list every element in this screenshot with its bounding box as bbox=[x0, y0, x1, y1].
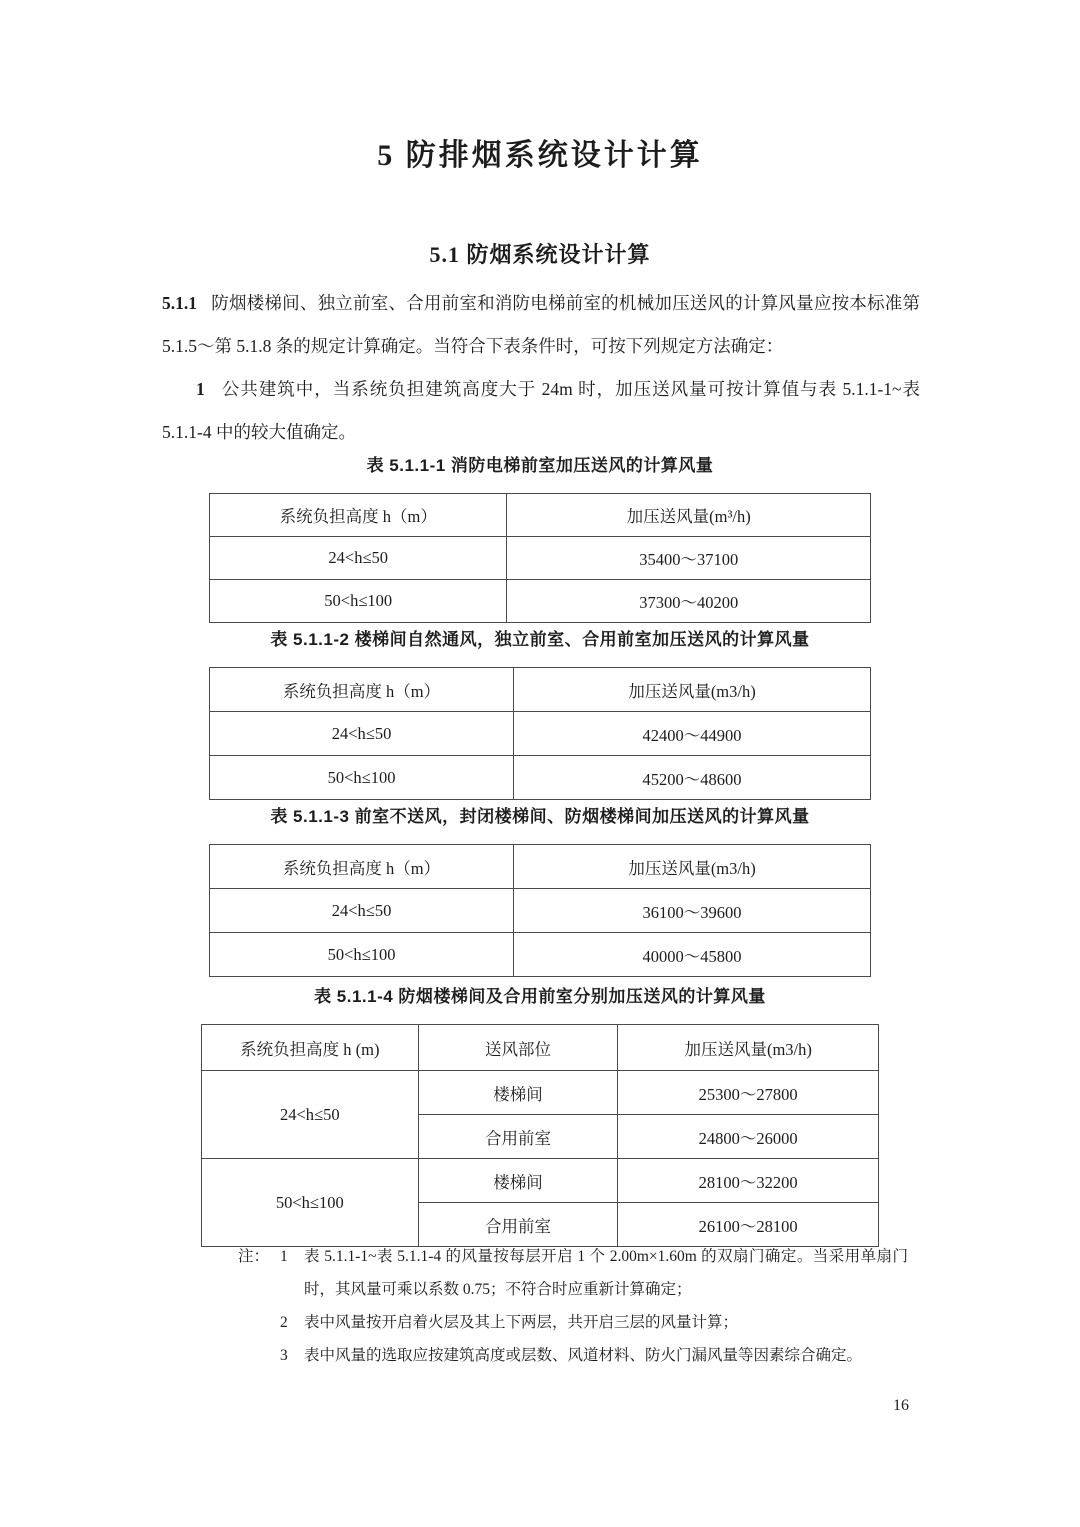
note-number: 1 bbox=[280, 1248, 288, 1265]
table-cell: 合用前室 bbox=[418, 1203, 618, 1247]
clause-text: 防烟楼梯间、独立前室、合用前室和消防电梯前室的机械加压送风的计算风量应按本标准第 5.1.5～第 5.1.8 条的规定计算确定。当符合下表条件时，可按下列规定方法确定： bbox=[162, 293, 920, 356]
table-5-1-1-2 bbox=[209, 667, 871, 800]
table-5-1-1-4-section bbox=[0, 986, 1080, 1247]
table-5-1-1-3-section bbox=[0, 806, 1080, 977]
table-cell: 35400～37100 bbox=[507, 537, 871, 580]
height-range-value: 24<h≤50 bbox=[280, 1104, 340, 1124]
table-row bbox=[202, 1071, 879, 1115]
table-header-row bbox=[210, 668, 871, 712]
table-header-cell: 加压送风量(m3/h) bbox=[514, 668, 871, 712]
table-cell: 28100～32200 bbox=[618, 1159, 879, 1203]
table-5-1-1-1 bbox=[209, 493, 871, 623]
table-cell: 合用前室 bbox=[418, 1115, 618, 1159]
table-row bbox=[210, 712, 871, 756]
table-cell: 50<h≤100 bbox=[210, 580, 507, 623]
table-5-1-1-2-title: 表 5.1.1-2 楼梯间自然通风，独立前室、合用前室加压送风的计算风量 bbox=[270, 630, 810, 649]
table-row bbox=[210, 756, 871, 800]
table-header-cell: 系统负担高度 h（m） bbox=[210, 845, 514, 889]
table-cell: 24800～26000 bbox=[618, 1115, 879, 1159]
table-cell: 26100～28100 bbox=[618, 1203, 879, 1247]
table-cell: 楼梯间 bbox=[418, 1159, 618, 1203]
table-header-cell: 系统负担高度 h（m） bbox=[210, 668, 514, 712]
table-5-1-1-4-title: 表 5.1.1-4 防烟楼梯间及合用前室分别加压送风的计算风量 bbox=[314, 987, 766, 1006]
table-5-1-1-4 bbox=[201, 1024, 879, 1247]
table-row bbox=[210, 580, 871, 623]
table-cell: 楼梯间 bbox=[418, 1071, 618, 1115]
note-text: 表 5.1.1-1~表 5.1.1-4 的风量按每层开启 1 个 2.00m×1.60m 的双扇门确定。当采用单扇门时，其风量可乘以系数 0.75；不符合时应重新计算确定； bbox=[304, 1248, 908, 1298]
table-notes bbox=[238, 1240, 908, 1372]
table-5-1-1-2-section bbox=[0, 629, 1080, 800]
item-text: 公共建筑中，当系统负担建筑高度大于 24m 时，加压送风量可按计算值与表 5.1.1-1~表 5.1.1-4 中的较大值确定。 bbox=[162, 379, 920, 442]
table-cell: 36100～39600 bbox=[514, 889, 871, 933]
height-range-value: 50<h≤100 bbox=[275, 1192, 344, 1212]
table-5-1-1-3 bbox=[209, 844, 871, 977]
table-row bbox=[202, 1159, 879, 1203]
note-text: 表中风量按开启着火层及其上下两层，共开启三层的风量计算； bbox=[304, 1314, 739, 1331]
chapter-title: 5 防排烟系统设计计算 bbox=[377, 139, 703, 172]
note-number: 3 bbox=[280, 1347, 288, 1364]
table-cell: 24<h≤50 bbox=[210, 889, 514, 933]
clause-number: 5.1.1 bbox=[162, 293, 197, 313]
table-5-1-1-1-title: 表 5.1.1-1 消防电梯前室加压送风的计算风量 bbox=[366, 456, 714, 475]
table-row bbox=[210, 933, 871, 977]
clause-item-1-paragraph bbox=[162, 368, 920, 454]
table-header-cell: 加压送风量(m3/h) bbox=[514, 845, 871, 889]
table-header-row bbox=[210, 494, 871, 537]
notes-label: 注： bbox=[238, 1248, 270, 1265]
table-header-row bbox=[202, 1025, 879, 1071]
note-item-1 bbox=[280, 1240, 908, 1306]
table-cell: 24<h≤50 bbox=[210, 712, 514, 756]
table-header-cell: 加压送风量(m3/h) bbox=[618, 1025, 879, 1071]
table-cell-merged bbox=[202, 1071, 419, 1159]
table-cell: 42400～44900 bbox=[514, 712, 871, 756]
table-cell-merged bbox=[202, 1159, 419, 1247]
table-cell: 50<h≤100 bbox=[210, 756, 514, 800]
section-title: 5.1 防烟系统设计计算 bbox=[429, 242, 651, 267]
clause-5-1-1-block bbox=[162, 282, 920, 454]
table-cell: 37300～40200 bbox=[507, 580, 871, 623]
table-cell: 25300～27800 bbox=[618, 1071, 879, 1115]
note-text: 表中风量的选取应按建筑高度或层数、风道材料、防火门漏风量等因素综合确定。 bbox=[304, 1347, 863, 1364]
table-header-cell: 加压送风量(m³/h) bbox=[507, 494, 871, 537]
note-number: 2 bbox=[280, 1314, 288, 1331]
table-row bbox=[210, 889, 871, 933]
table-cell: 45200～48600 bbox=[514, 756, 871, 800]
table-header-row bbox=[210, 845, 871, 889]
table-cell: 40000～45800 bbox=[514, 933, 871, 977]
table-header-cell: 系统负担高度 h (m) bbox=[202, 1025, 419, 1071]
item-number: 1 bbox=[196, 379, 205, 399]
page-number: 16 bbox=[893, 1397, 909, 1414]
table-cell: 50<h≤100 bbox=[210, 933, 514, 977]
table-header-cell: 系统负担高度 h（m） bbox=[210, 494, 507, 537]
table-row bbox=[210, 537, 871, 580]
table-header-cell: 送风部位 bbox=[418, 1025, 618, 1071]
note-item-3 bbox=[280, 1339, 908, 1372]
table-cell: 24<h≤50 bbox=[210, 537, 507, 580]
table-5-1-1-1-section bbox=[0, 455, 1080, 623]
note-item-2 bbox=[280, 1306, 908, 1339]
table-5-1-1-3-title: 表 5.1.1-3 前室不送风，封闭楼梯间、防烟楼梯间加压送风的计算风量 bbox=[270, 807, 810, 826]
clause-5-1-1-paragraph bbox=[162, 282, 920, 368]
